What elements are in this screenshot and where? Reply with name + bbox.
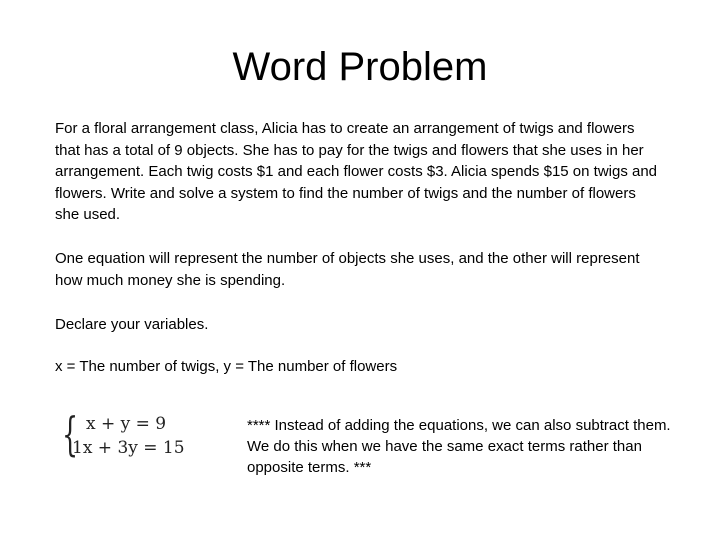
declare-variables-text: Declare your variables. — [55, 316, 209, 333]
equation-1: x + y = 9 — [86, 414, 167, 434]
page-title: Word Problem — [232, 45, 488, 89]
left-brace-icon: { — [62, 407, 79, 461]
equation-2: 1x + 3y = 15 — [72, 438, 185, 458]
subtraction-note: **** Instead of adding the equations, we can also subtract them. We do this when we have the same exact terms rather than opposite terms. *** — [247, 417, 671, 476]
problem-paragraph: For a floral arrangement class, Alicia has to create an arrangement of twigs and flowers that has a total of 9 objects. She has to pay for the twigs and flowers that she uses in her arrangement. Each twig costs $1 and each flower costs $3. Alicia spends $15 on twigs and flowers. Write and solve a system to find the number of twigs and the number of flowers she used. — [55, 120, 658, 223]
equations-hint-paragraph: One equation will represent the number of objects she uses, and the other will represent how much money she is spending. — [55, 250, 640, 289]
equation-system — [62, 407, 192, 462]
variables-definition-text: x = The number of twigs, y = The number of flowers — [55, 358, 398, 375]
